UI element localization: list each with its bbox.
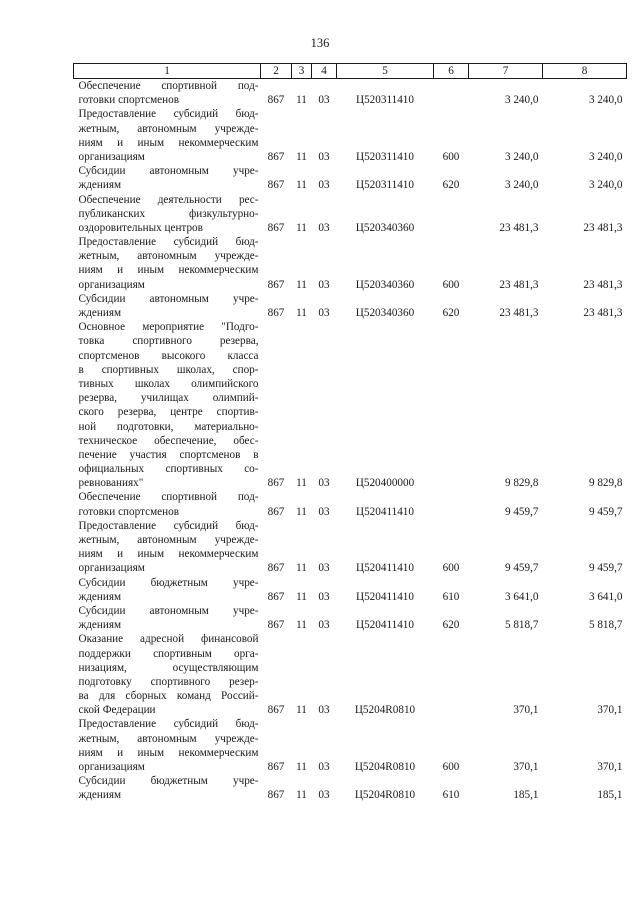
description-line: Предоставление субсидий бюд- [78, 236, 259, 249]
column-header-8: 8 [543, 64, 627, 79]
description-line: Основное мероприятие "Подго- [78, 321, 259, 334]
subsection-code: 03 [318, 760, 330, 773]
ministry-code: 867 [267, 221, 285, 234]
description-line: ной подготовки, материально- [78, 420, 259, 433]
ministry-code: 867 [267, 278, 285, 291]
row-description [74, 717, 261, 774]
table-body [74, 79, 627, 803]
target-article-code: Ц5204R0810 [354, 789, 416, 802]
ministry-code: 867 [267, 505, 285, 518]
section-code: 11 [296, 278, 307, 291]
amount-year-1: 185,1 [513, 789, 539, 802]
table-row [74, 164, 627, 192]
description-line: ждениям [78, 179, 122, 192]
description-line: оздоровительных центров [78, 221, 203, 234]
description-line: низациям, осуществляющим [78, 661, 259, 674]
ministry-code: 867 [267, 150, 285, 163]
row-description [74, 490, 261, 518]
amount-year-1: 23 481,3 [499, 278, 539, 291]
ministry-code: 867 [267, 477, 285, 490]
expense-type-code: 620 [442, 179, 460, 192]
expense-type-code [434, 320, 469, 490]
table-row [74, 107, 627, 164]
column-header-1: 1 [74, 64, 261, 79]
section-code: 11 [296, 306, 307, 319]
expense-type-code: 600 [442, 760, 460, 773]
description-line: организациям [78, 278, 145, 291]
table-row [74, 193, 627, 236]
description-line: жетным, автономным учрежде- [78, 732, 259, 745]
subsection-code: 03 [318, 477, 330, 490]
description-line: Предоставление субсидий бюд- [78, 108, 259, 121]
description-line: ждениям [78, 619, 122, 632]
target-article-code: Ц520400000 [355, 477, 415, 490]
description-line: ждениям [78, 590, 122, 603]
amount-year-1: 370,1 [513, 760, 539, 773]
column-header-3: 3 [292, 64, 312, 79]
expense-type-code [434, 632, 469, 717]
amount-year-1: 9 459,7 [504, 562, 539, 575]
expense-type-code: 600 [442, 278, 460, 291]
table-row [74, 717, 627, 774]
expense-type-code [434, 79, 469, 108]
target-article-code: Ц520311410 [355, 94, 414, 107]
target-article-code: Ц520411410 [355, 562, 414, 575]
target-article-code: Ц520311410 [355, 150, 414, 163]
description-line: ревнованиях" [78, 477, 144, 490]
row-description [74, 79, 261, 108]
description-line: Субсидии бюджетным учре- [78, 775, 259, 788]
expense-type-code [434, 193, 469, 236]
description-line: жетным, автономным учрежде- [78, 122, 259, 135]
description-line: публиканских физкультурно- [78, 207, 259, 220]
expense-type-code: 610 [442, 789, 460, 802]
amount-year-2: 23 481,3 [583, 306, 623, 319]
amount-year-1: 9 829,8 [504, 477, 539, 490]
description-line: поддержки спортивным орга- [78, 647, 259, 660]
description-line: Предоставление субсидий бюд- [78, 519, 259, 532]
target-article-code: Ц520411410 [355, 590, 414, 603]
description-line: Субсидии бюджетным учре- [78, 576, 259, 589]
column-header-2: 2 [261, 64, 292, 79]
subsection-code: 03 [318, 505, 330, 518]
subsection-code: 03 [318, 704, 330, 717]
amount-year-2: 3 240,0 [588, 94, 623, 107]
table-row [74, 519, 627, 576]
description-line: Обеспечение спортивной под- [78, 80, 259, 92]
row-description [74, 519, 261, 576]
amount-year-2: 3 240,0 [588, 150, 623, 163]
section-code: 11 [296, 179, 307, 192]
description-line: спортсменов высокого класса [78, 349, 259, 362]
target-article-code: Ц520340360 [355, 221, 415, 234]
ministry-code: 867 [267, 760, 285, 773]
amount-year-2: 9 829,8 [588, 477, 623, 490]
amount-year-2: 23 481,3 [583, 221, 623, 234]
subsection-code: 03 [318, 590, 330, 603]
amount-year-1: 370,1 [513, 704, 539, 717]
description-line: Предоставление субсидий бюд- [78, 718, 259, 731]
ministry-code: 867 [267, 590, 285, 603]
description-line: Субсидии автономным учре- [78, 292, 259, 305]
row-description [74, 193, 261, 236]
description-line: тивных школах олимпийского [78, 377, 259, 390]
ministry-code: 867 [267, 94, 285, 107]
description-line: Оказание адресной финансовой [78, 633, 259, 646]
expense-type-code: 600 [442, 562, 460, 575]
row-description [74, 235, 261, 292]
expense-type-code: 600 [442, 150, 460, 163]
subsection-code: 03 [318, 306, 330, 319]
expense-type-code: 620 [442, 306, 460, 319]
table-row [74, 774, 627, 802]
section-code: 11 [296, 789, 307, 802]
description-line: организациям [78, 562, 145, 575]
amount-year-1: 5 818,7 [504, 619, 539, 632]
ministry-code: 867 [267, 306, 285, 319]
table-row [74, 320, 627, 490]
section-code: 11 [296, 94, 307, 107]
table-row [74, 79, 627, 108]
description-line: печение участия спортсменов в [78, 448, 259, 461]
expense-type-code: 610 [442, 590, 460, 603]
description-line: готовки спортсменов [78, 505, 179, 518]
ministry-code: 867 [267, 179, 285, 192]
section-code: 11 [296, 150, 307, 163]
subsection-code: 03 [318, 221, 330, 234]
target-article-code: Ц5204R0810 [354, 704, 416, 717]
table-row [74, 576, 627, 604]
row-description [74, 292, 261, 320]
amount-year-1: 23 481,3 [499, 306, 539, 319]
row-description [74, 320, 261, 490]
description-line: жетным, автономным учрежде- [78, 534, 259, 546]
description-line: в спортивных школах, спор- [78, 363, 259, 376]
target-article-code: Ц520411410 [355, 505, 414, 518]
budget-table [73, 63, 627, 803]
amount-year-1: 9 459,7 [504, 505, 539, 518]
table-row [74, 604, 627, 632]
ministry-code: 867 [267, 704, 285, 717]
description-line: товка спортивного резерва, [78, 335, 259, 348]
section-code: 11 [296, 221, 307, 234]
description-line: готовки спортсменов [78, 94, 179, 107]
description-line: официальных спортивных со- [78, 463, 259, 476]
amount-year-2: 370,1 [597, 760, 623, 773]
section-code: 11 [296, 590, 307, 603]
ministry-code: 867 [267, 562, 285, 575]
subsection-code: 03 [318, 150, 330, 163]
description-line: ской Федерации [78, 704, 156, 717]
table-row [74, 632, 627, 717]
description-line: ниям и иным некоммерческим [78, 264, 259, 277]
description-line: организациям [78, 761, 145, 773]
description-line: жетным, автономным учрежде- [78, 250, 259, 263]
row-description [74, 164, 261, 192]
description-line: Субсидии автономным учре- [78, 604, 259, 617]
description-line: ва для сборных команд Россий- [78, 690, 259, 703]
table-row [74, 490, 627, 518]
target-article-code: Ц520311410 [355, 179, 414, 192]
description-line: ниям и иным некоммерческим [78, 548, 259, 561]
section-code: 11 [296, 562, 307, 575]
section-code: 11 [296, 704, 307, 717]
description-line: ждениям [78, 789, 122, 802]
amount-year-2: 5 818,7 [588, 619, 623, 632]
section-code: 11 [296, 505, 307, 518]
amount-year-2: 185,1 [597, 789, 623, 802]
row-description [74, 632, 261, 717]
description-line: ждениям [78, 307, 122, 319]
amount-year-1: 3 240,0 [504, 150, 539, 163]
column-header-6: 6 [434, 64, 469, 79]
description-line: организациям [78, 150, 145, 163]
column-header-5: 5 [337, 64, 434, 79]
row-description [74, 107, 261, 164]
description-line: подготовку спортивного резер- [78, 675, 259, 688]
amount-year-1: 23 481,3 [499, 221, 539, 234]
description-line: резерва, училищах олимпий- [78, 392, 259, 405]
amount-year-1: 3 641,0 [504, 590, 539, 603]
amount-year-2: 3 641,0 [588, 590, 623, 603]
description-line: Обеспечение деятельности рес- [78, 193, 259, 206]
subsection-code: 03 [318, 278, 330, 291]
section-code: 11 [296, 477, 307, 490]
description-line: Обеспечение спортивной под- [78, 491, 259, 504]
column-header-7: 7 [469, 64, 543, 79]
amount-year-2: 9 459,7 [588, 562, 623, 575]
amount-year-2: 9 459,7 [588, 505, 623, 518]
row-description [74, 604, 261, 632]
table-row [74, 292, 627, 320]
description-line: техническое обеспечение, обес- [78, 434, 259, 447]
ministry-code: 867 [267, 619, 285, 632]
amount-year-2: 3 240,0 [588, 179, 623, 192]
subsection-code: 03 [318, 94, 330, 107]
description-line: Субсидии автономным учре- [78, 165, 259, 178]
target-article-code: Ц5204R0810 [354, 760, 416, 773]
expense-type-code: 620 [442, 619, 460, 632]
description-line: ниям и иным некоммерческим [78, 136, 259, 149]
column-number-header-row [74, 64, 627, 79]
description-line: ниям и иным некоммерческим [78, 746, 259, 759]
expense-type-code [434, 490, 469, 518]
amount-year-1: 3 240,0 [504, 179, 539, 192]
ministry-code: 867 [267, 789, 285, 802]
subsection-code: 03 [318, 179, 330, 192]
amount-year-2: 370,1 [597, 704, 623, 717]
section-code: 11 [296, 760, 307, 773]
subsection-code: 03 [318, 562, 330, 575]
table-row [74, 235, 627, 292]
target-article-code: Ц520340360 [355, 306, 415, 319]
column-header-4: 4 [312, 64, 337, 79]
row-description [74, 774, 261, 802]
description-line: ского резерва, центре спортив- [78, 406, 259, 419]
amount-year-1: 3 240,0 [504, 94, 539, 107]
subsection-code: 03 [318, 789, 330, 802]
section-code: 11 [296, 619, 307, 632]
page-number: 136 [310, 36, 330, 50]
row-description [74, 576, 261, 604]
subsection-code: 03 [318, 619, 330, 632]
amount-year-2: 23 481,3 [583, 278, 623, 291]
target-article-code: Ц520340360 [355, 278, 415, 291]
target-article-code: Ц520411410 [355, 619, 414, 632]
